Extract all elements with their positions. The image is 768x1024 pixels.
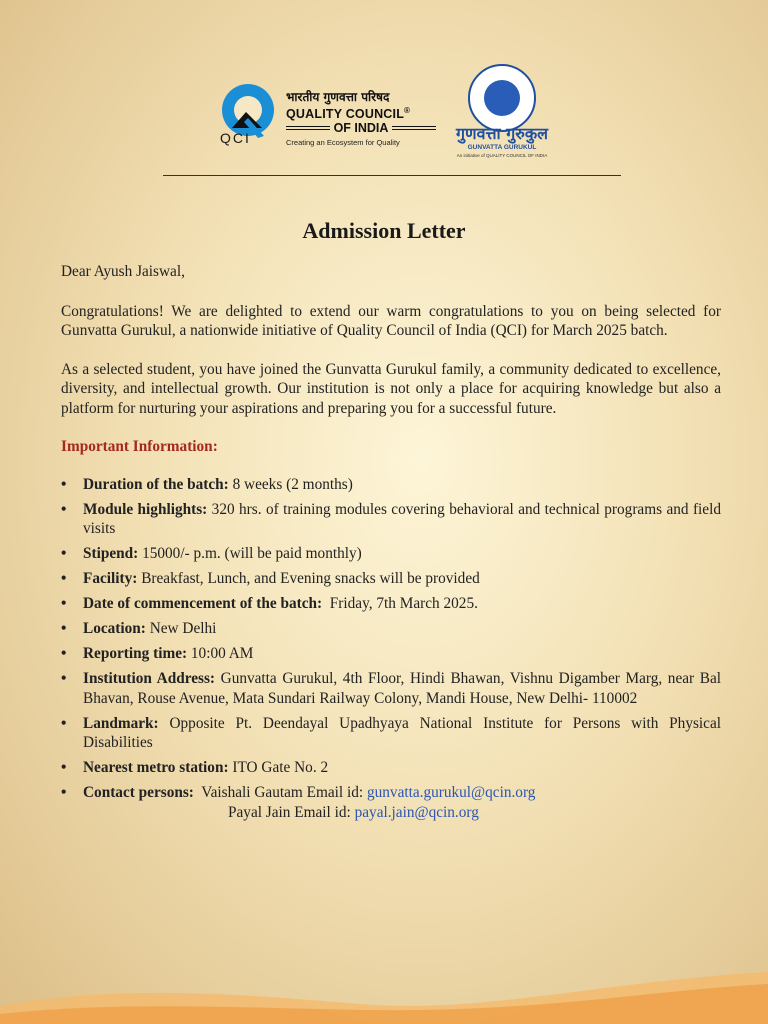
letter-title: Admission Letter — [302, 218, 466, 243]
list-item — [61, 714, 721, 753]
list-item — [61, 669, 721, 708]
qci-rule-right — [392, 126, 436, 130]
item-value: Gunvatta Gurukul, 4th Floor, Hindi Bhawan, Vishnu Digamber Marg, near Bal Bhavan, Rouse Avenue, Mata Sundari Railway Colony, Mandi House, New Delhi- 110002 — [83, 670, 721, 707]
item-label: Nearest metro station: — [83, 759, 229, 776]
item-label: Location: — [83, 620, 146, 637]
item-value: ITO Gate No. 2 — [228, 759, 329, 776]
gurukul-hindi-name: गुणवत्ता गुरुकुल — [456, 124, 548, 143]
contact-line-2 — [83, 803, 721, 823]
footer-wave-decoration — [0, 954, 768, 1024]
item-value: Opposite Pt. Deendayal Upadhyaya National Institute for Persons with Physical Disabilities — [83, 714, 721, 751]
item-value: New Delhi — [145, 620, 217, 637]
gurukul-subtitle: An initiative of QUALITY COUNCIL OF INDIA — [456, 153, 548, 158]
qci-tagline: Creating an Ecosystem for Quality — [286, 138, 400, 148]
qci-english-line1 — [286, 104, 436, 121]
item-label: Institution Address: — [83, 670, 216, 687]
qci-line2-text: OF INDIA — [333, 121, 389, 136]
bullet: • — [61, 570, 67, 587]
letter-header — [218, 64, 558, 160]
bullet: • — [61, 645, 67, 662]
list-item — [61, 594, 721, 614]
bullet: • — [61, 500, 67, 518]
item-value: Breakfast, Lunch, and Evening snacks will be provided — [137, 570, 480, 587]
list-item-contacts — [61, 783, 721, 822]
qci-mark: QCI — [220, 130, 251, 146]
email-link-payal[interactable]: payal.jain@qcin.org — [354, 803, 479, 821]
item-value: 8 weeks (2 months) — [228, 475, 353, 493]
list-item — [61, 544, 721, 564]
qci-rule-left — [286, 126, 330, 130]
header-divider — [163, 175, 621, 176]
bullet: • — [61, 759, 67, 776]
list-item — [61, 500, 721, 539]
letter-body — [61, 262, 721, 828]
contact-person-2: Payal Jain Email id: — [228, 803, 355, 821]
paragraph-congratulations: Congratulations! We are delighted to extend our warm congratulations to you on being selected for Gunvatta Gurukul, a nationwide initiative of Quality Council of India (QCI) for March 2025 batch. — [61, 302, 721, 339]
bullet: • — [61, 620, 67, 637]
list-item — [61, 475, 721, 495]
greeting: Dear Ayush Jaiswal, — [61, 263, 185, 280]
list-item — [61, 619, 721, 639]
bullet: • — [61, 784, 67, 801]
item-value: 10:00 AM — [187, 645, 254, 662]
bullet: • — [61, 545, 67, 562]
qci-english-line2 — [286, 121, 436, 135]
list-item — [61, 569, 721, 589]
info-list — [61, 475, 721, 823]
gunvatta-gurukul-logo — [446, 64, 558, 160]
item-label: Duration of the batch: — [83, 475, 229, 493]
email-link-gurukul[interactable]: gunvatta.gurukul@qcin.org — [366, 784, 536, 801]
gurukul-emblem-center — [484, 80, 520, 116]
important-info-heading: Important Information: — [61, 438, 218, 455]
paragraph-welcome: As a selected student, you have joined the Gunvatta Gurukul family, a community dedicated to excellence, diversity, and intellectual growth. Our institution is not only a place for acquiring knowledge but also a platform for nurturing your aspirations and preparing you for a successful future. — [61, 360, 721, 417]
list-item — [61, 758, 721, 778]
item-value: 15000/- p.m. (will be paid monthly) — [138, 545, 362, 562]
item-label: Stipend: — [83, 545, 139, 562]
item-label: Module highlights: — [83, 500, 208, 518]
item-label: Landmark: — [83, 714, 159, 732]
item-value: 320 hrs. of training modules covering behavioral and technical programs and field visits — [83, 500, 721, 537]
qci-line1-text: QUALITY COUNCIL — [286, 107, 405, 122]
item-label: Facility: — [83, 570, 138, 587]
item-value: Friday, 7th March 2025. — [322, 595, 478, 612]
contact-person-1: Vaishali Gautam Email id: — [193, 784, 367, 801]
bullet: • — [61, 595, 67, 612]
bullet: • — [61, 714, 67, 732]
qci-hindi-name: भारतीय गुणवत्ता परिषद — [286, 90, 390, 104]
gurukul-english-name: GUNVATTA GURUKUL — [467, 144, 537, 151]
list-item — [61, 644, 721, 664]
bullet: • — [61, 670, 67, 687]
item-label: Contact persons: — [83, 784, 194, 801]
registered-mark: ® — [404, 106, 411, 115]
bullet: • — [61, 475, 67, 493]
qci-wordmark — [286, 90, 436, 147]
item-label: Date of commencement of the batch: — [83, 595, 323, 612]
item-label: Reporting time: — [83, 645, 188, 662]
